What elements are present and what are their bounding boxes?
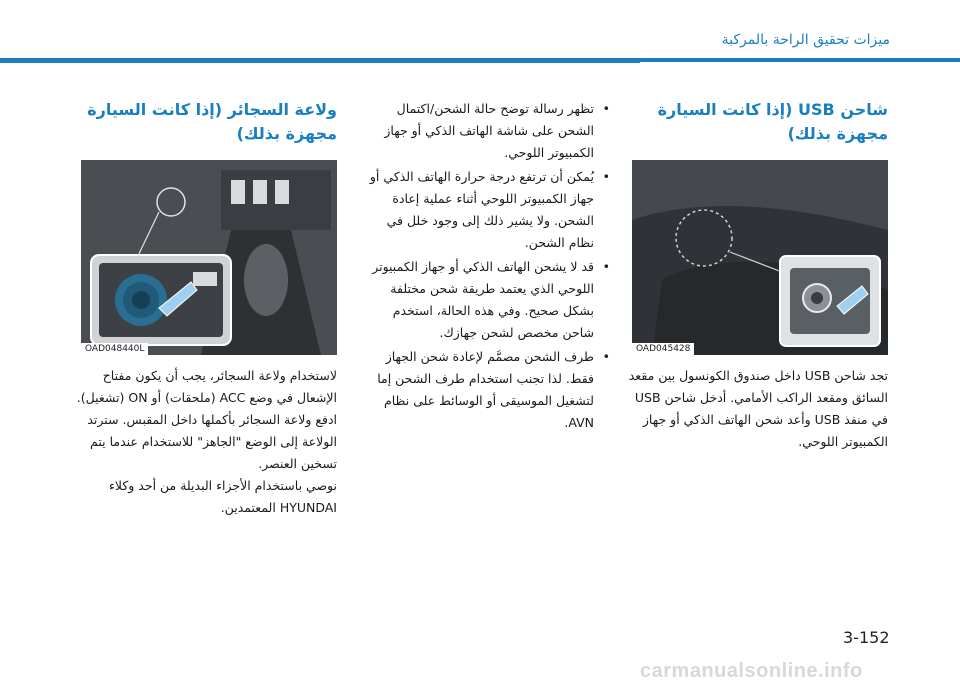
- charging-notes-section: [360, 98, 610, 436]
- usb-charger-figure: [632, 160, 888, 355]
- charging-notes-list: [360, 98, 610, 434]
- lighter-paragraph: لاستخدام ولاعة السجائر، يجب أن يكون مفتاح الإشعال في وضع ACC (ملحقات) أو ON (تشغيل).: [76, 368, 337, 405]
- cigarette-lighter-illustration: [81, 160, 337, 355]
- figure-code-label: OAD048440L: [81, 343, 148, 355]
- figure-code-label: OAD045428: [632, 343, 694, 355]
- list-item: • تظهر رسالة توضح حالة الشحن/اكتمال الشحن على شاشة الهاتف الذكي أو جهاز الكمبيوتر اللوحي.: [360, 98, 610, 164]
- lighter-paragraph: نوصي باستخدام الأجزاء البديلة من أحد وكلاء HYUNDAI المعتمدين.: [109, 478, 337, 515]
- list-item: • يُمكن أن ترتفع درجة حرارة الهاتف الذكي أو جهاز الكمبيوتر اللوحي أثناء عملية إعادة الشحن. ولا يشير ذلك إلى وجود خلل في نظام الشحن.: [360, 166, 610, 254]
- cigarette-lighter-title: ولاعة السجائر (إذا كانت السيارة مجهزة بذلك): [87, 100, 337, 143]
- page-header-title: ميزات تحقيق الراحة بالمركبة: [721, 32, 890, 48]
- cigarette-lighter-figure: [81, 160, 337, 355]
- list-item: • قد لا يشحن الهاتف الذكي أو جهاز الكمبيوتر اللوحي الذي يعتمد طريقة شحن مختلفة بشكل صحيح. وفي هذه الحالة، استخدم شاحن مخصص لشحن جهازك.: [360, 256, 610, 344]
- watermark: carmanualsonline.info: [640, 660, 863, 682]
- header-rule-thin: [0, 62, 640, 63]
- list-item: • طرف الشحن مصمَّم لإعادة شحن الجهاز فقط. لذا تجنب استخدام طرف الشحن إما لتشغيل الموسيقى أو الوسائط على نظام AVN.: [360, 346, 610, 434]
- cigarette-lighter-section: [72, 98, 337, 519]
- page-number: 3-152: [843, 628, 890, 647]
- usb-charger-title: شاحن USB (إذا كانت السيارة مجهزة بذلك): [657, 100, 888, 143]
- usb-charger-section: [620, 98, 888, 453]
- usb-charger-body: تجد شاحن USB داخل صندوق الكونسول بين مقعد السائق ومقعد الراكب الأمامي. أدخل شاحن USB في منفذ USB وأعد شحن الهاتف الذكي أو جهاز الكمبيوتر اللوحي.: [628, 368, 888, 449]
- console-usb-illustration: [632, 160, 888, 355]
- lighter-paragraph: ادفع ولاعة السجائر بأكملها داخل المقبس. سترتد الولاعة إلى الوضع "الجاهز" للاستخدام عندما يتم تسخين العنصر.: [87, 412, 337, 471]
